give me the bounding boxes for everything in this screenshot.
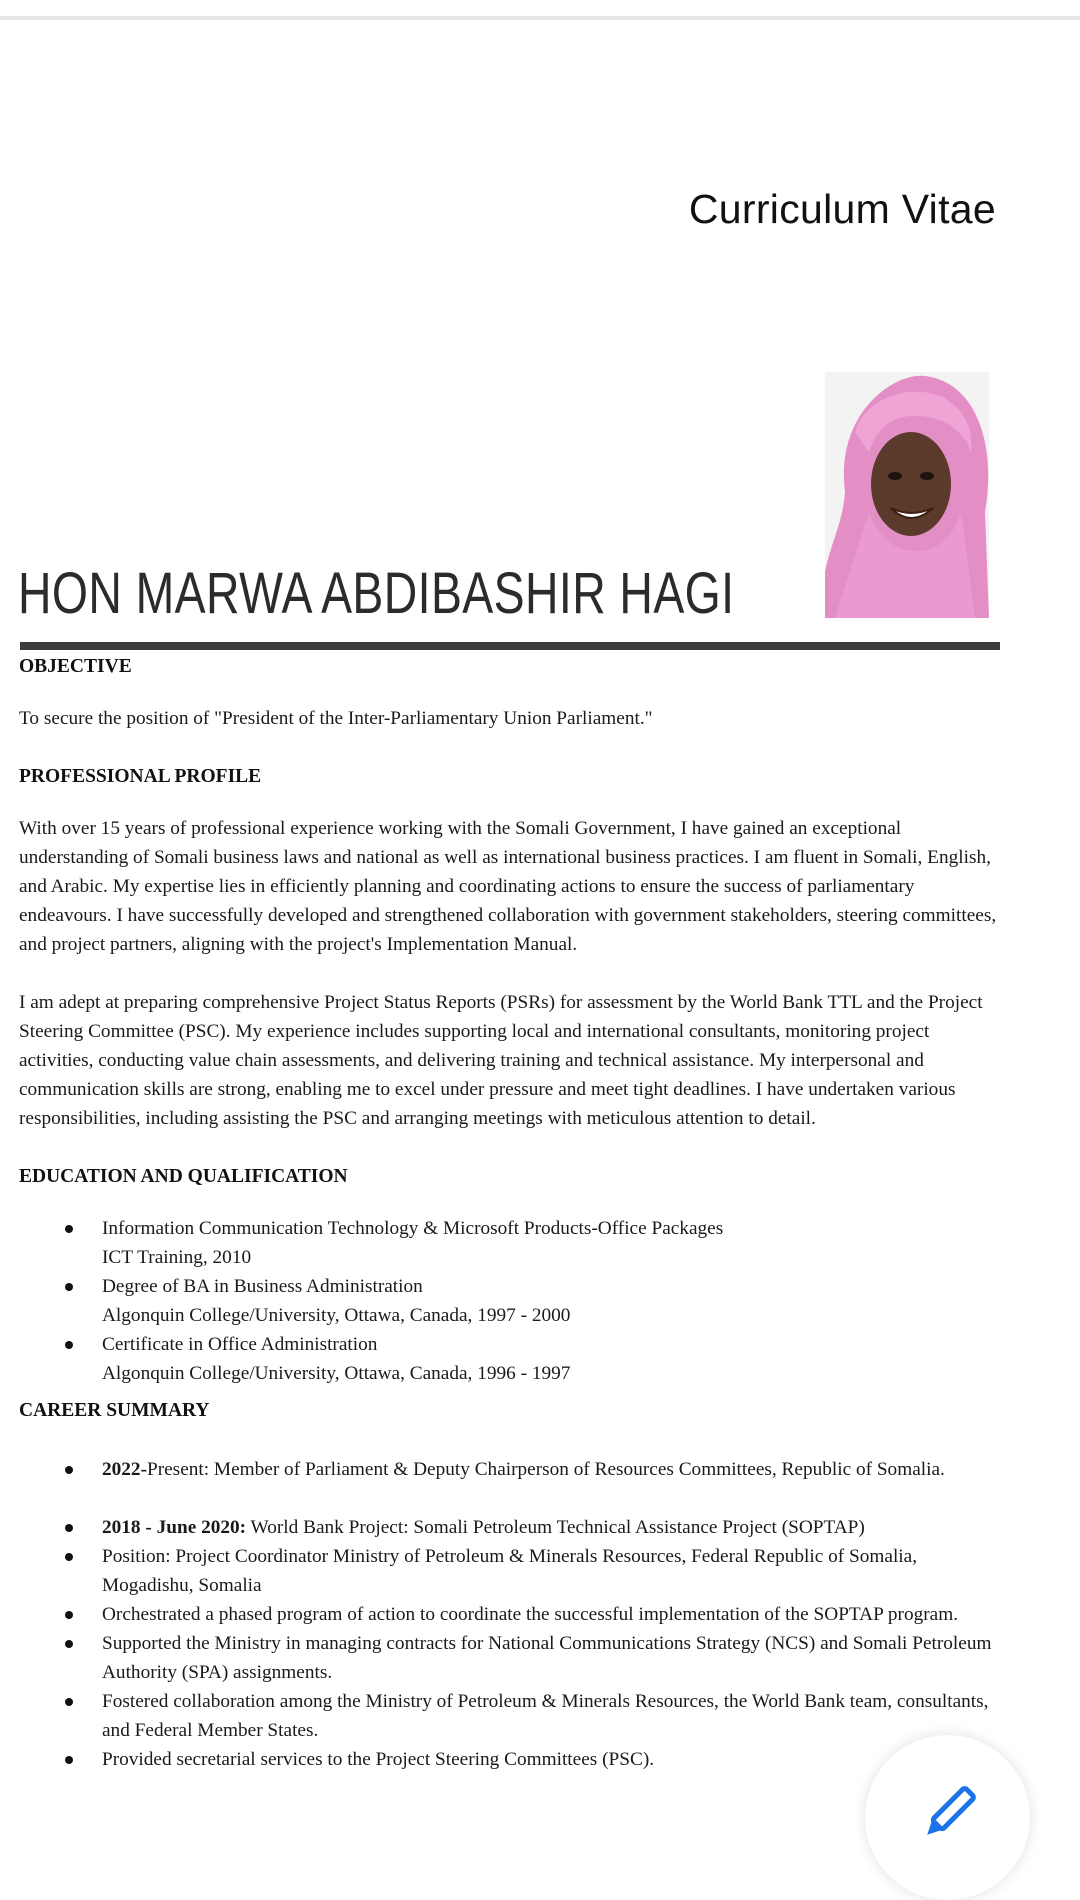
profile-paragraph-2: I am adept at preparing comprehensive Project Status Reports (PSRs) for assessment by the World Bank TTL and the Project Steering Committee (PSC). My experience includes supporting local and international consultants, monitoring project activities, conducting value chain assessments, and delivering training and technical assistance. My interpersonal and communication skills are strong, enabling me to excel under pressure and meet tight deadlines. I have undertaken various responsibilities, including assisting the PSC and arranging meetings with meticulous attention to detail. [19, 992, 983, 1129]
profile-paragraph-1: With over 15 years of professional experience working with the Somali Government, I have gained an exceptional understanding of Somali business laws and national as well as international business practices. I am fluent in Somali, English, and Arabic. My expertise lies in efficiently planning and coordinating actions to ensure the success of parliamentary endeavours. I have successfully developed and strengthened collaboration with government stakeholders, steering committees, and project partners, aligning with the project's Implementation Manual. [19, 818, 997, 955]
objective-heading: OBJECTIVE [19, 656, 132, 677]
list-item [19, 1214, 1004, 1272]
cv-content [19, 652, 1004, 1774]
list-item: Provided secretarial services to the Project Steering Committees (PSC). [19, 1745, 1004, 1774]
list-item [19, 1455, 1004, 1484]
education-heading: EDUCATION AND QUALIFICATION [19, 1166, 348, 1187]
list-item [19, 1330, 1004, 1388]
career-heading: CAREER SUMMARY [19, 1400, 210, 1421]
list-item: Orchestrated a phased program of action to coordinate the successful implementation of the SOPTAP program. [19, 1600, 1004, 1629]
career-date: 2018 - June 2020: [102, 1517, 247, 1538]
person-name: HON MARWA ABDIBASHIR HAGI [18, 561, 735, 626]
document-title: Curriculum Vitae [688, 186, 996, 232]
education-detail: Algonquin College/University, Ottawa, Canada, 1996 - 1997 [102, 1363, 571, 1384]
list-item: Fostered collaboration among the Ministry of Petroleum & Minerals Resources, the World Bank team, consultants, and Federal Member States. [19, 1687, 1004, 1745]
list-item [19, 1513, 1004, 1542]
education-title: Certificate in Office Administration [102, 1334, 378, 1355]
education-list [19, 1214, 1004, 1388]
profile-heading: PROFESSIONAL PROFILE [19, 766, 262, 787]
education-detail: Algonquin College/University, Ottawa, Canada, 1997 - 2000 [102, 1305, 571, 1326]
top-divider [0, 16, 1080, 20]
objective-text: To secure the position of "President of the Inter-Parliamentary Union Parliament." [19, 708, 653, 729]
edit-fab-button[interactable] [865, 1735, 1030, 1900]
career-role: Present: Member of Parliament & Deputy Chairperson of Resources Committees, Republic of Somalia. [146, 1459, 945, 1480]
career-role: World Bank Project: Somali Petroleum Technical Assistance Project (SOPTAP) [246, 1517, 865, 1538]
list-item: Supported the Ministry in managing contracts for National Communications Strategy (NCS) and Somali Petroleum Authority (SPA) assignments. [19, 1629, 1004, 1687]
pencil-icon [917, 1785, 977, 1845]
education-title: Degree of BA in Business Administration [102, 1276, 423, 1297]
education-detail: ICT Training, 2010 [102, 1247, 252, 1268]
career-list-2 [19, 1513, 1004, 1774]
list-item: Position: Project Coordinator Ministry of Petroleum & Minerals Resources, Federal Republic of Somalia, Mogadishu, Somalia [19, 1542, 1004, 1600]
name-divider [20, 642, 1000, 650]
career-list-1 [19, 1455, 1004, 1484]
education-title: Information Communication Technology & Microsoft Products-Office Packages [102, 1218, 724, 1239]
list-item [19, 1272, 1004, 1330]
profile-photo [825, 372, 989, 618]
career-date: 2022- [102, 1459, 147, 1480]
